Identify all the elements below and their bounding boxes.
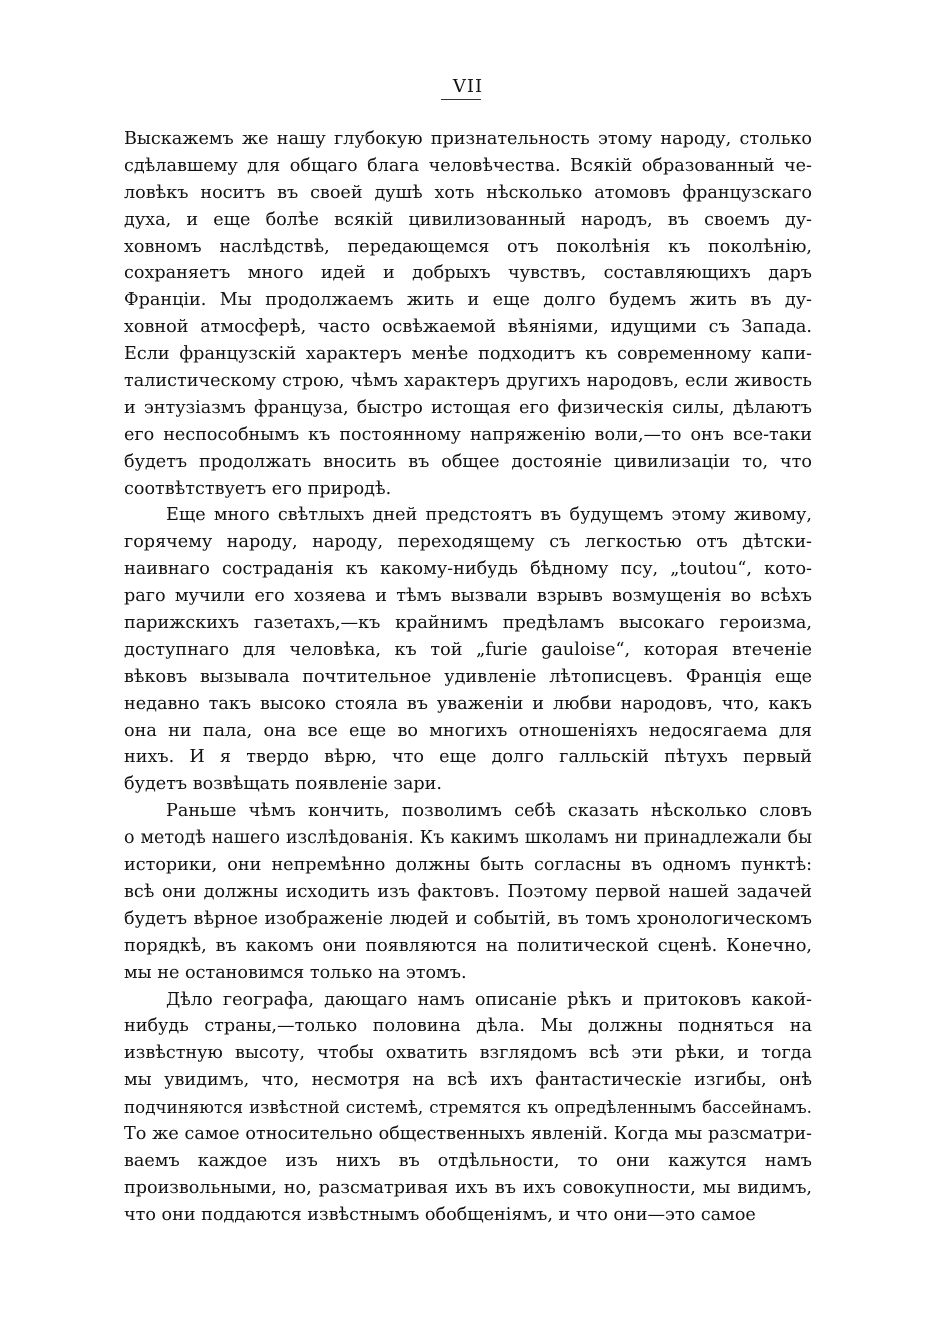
text-line: ховной атмосферѣ, часто освѣжаемой вѣяніями, идущими съ Запада.	[124, 317, 812, 338]
text-line: его неспособнымъ къ постоянному напряженію воли,—то онъ все-таки	[124, 424, 812, 445]
text-line: Еще много свѣтлыхъ дней предстоятъ въ будущемъ этому живому,	[166, 505, 812, 526]
paragraph	[124, 987, 812, 1229]
text-line: о методѣ нашего изслѣдованія. Къ какимъ школамъ ни принадлежали бы	[124, 828, 812, 849]
text-line: горячему народу, народу, переходящему съ легкостью отъ дѣтски-	[124, 532, 812, 553]
text-line: Если французскій характеръ менѣе подходитъ къ современному капи-	[124, 344, 812, 365]
text-line: порядкѣ, въ какомъ они появляются на политической сценѣ. Конечно,	[124, 935, 812, 956]
text-line: мы не остановимся только на этомъ.	[124, 962, 467, 983]
page-number: VII	[452, 76, 484, 97]
text-line: То же самое относительно общественныхъ явленій. Когда мы разсматри-	[124, 1123, 812, 1144]
paragraph	[124, 126, 812, 502]
text-line: и энтузіазмъ француза, быстро истощая его физическія силы, дѣлаютъ	[124, 397, 812, 418]
text-line: она ни пала, она все еще во многихъ отношеніяхъ недосягаема для	[124, 720, 812, 741]
text-line: Выскажемъ же нашу глубокую признательность этому народу, столько	[124, 129, 812, 149]
text-line: Дѣло географа, дающаго намъ описаніе рѣкъ и притоковъ какой-	[166, 989, 812, 1010]
text-line: будетъ вѣрное изображеніе людей и событій, въ томъ хронологическомъ	[124, 908, 812, 929]
paragraph	[124, 502, 812, 798]
text-line: вѣковъ вызывала почтительное удивленіе лѣтописцевъ. Франція еще	[124, 666, 812, 687]
page-number-underline	[441, 99, 481, 100]
text-line: всѣ они должны исходить изъ фактовъ. Поэтому первой нашей задачей	[124, 881, 812, 902]
text-line: нихъ. И я твердо вѣрю, что еще долго галльскій пѣтухъ первый	[124, 747, 812, 768]
text-line: наивнаго состраданія къ какому-нибудь бѣдному псу, „toutou“, кото-	[124, 559, 812, 580]
text-line: Франціи. Мы продолжаемъ жить и еще долго будемъ жить въ ду-	[124, 290, 812, 311]
text-line: будетъ возвѣщать появленіе зари.	[124, 774, 443, 795]
text-line: нибудь страны,—только половина дѣла. Мы должны подняться на	[124, 1016, 812, 1037]
text-line: соотвѣтствуетъ его природѣ.	[124, 478, 392, 499]
text-line: будетъ продолжать вносить въ общее достояніе цивилизаціи то, что	[124, 451, 812, 472]
text-line: ваемъ каждое изъ нихъ въ отдѣльности, то они кажутся намъ	[124, 1150, 812, 1171]
text-line: ховномъ наслѣдствѣ, передающемся отъ поколѣнія къ поколѣнію,	[124, 236, 812, 257]
text-line: духа, и еще болѣе всякій цивилизованный народъ, въ своемъ ду-	[124, 209, 812, 230]
text-line: историки, они непремѣнно должны быть согласны въ одномъ пунктѣ:	[124, 855, 812, 876]
text-line: доступнаго для человѣка, къ той „furie gauloise“, которая втеченіе	[124, 639, 812, 660]
text-line: талистическому строю, чѣмъ характеръ другихъ народовъ, если живость	[124, 371, 812, 392]
text-line: раго мучили его хозяева и тѣмъ вызвали взрывъ возмущенія во всѣхъ	[124, 586, 812, 607]
text-line: сдѣлавшему для общаго блага человѣчества. Всякій образованный че-	[124, 155, 812, 176]
text-line: мы увидимъ, что, несмотря на всѣ ихъ фантастическіе изгибы, онѣ	[124, 1070, 812, 1091]
text-line: подчиняются извѣстной системѣ, стремятся къ опредѣленнымъ бассейнамъ.	[124, 1097, 812, 1118]
paragraph	[124, 798, 812, 986]
text-line: Раньше чѣмъ кончить, позволимъ себѣ сказать нѣсколько словъ	[166, 801, 812, 822]
text-line: произвольными, но, разсматривая ихъ въ ихъ совокупности, мы видимъ,	[124, 1177, 812, 1198]
text-line: недавно такъ высоко стояла въ уваженіи и любви народовъ, что, какъ	[124, 693, 812, 714]
text-line: ловѣкъ носитъ въ своей душѣ хоть нѣсколько атомовъ французскаго	[124, 182, 812, 203]
text-line: извѣстную высоту, чтобы охватить взглядомъ всѣ эти рѣки, и тогда	[124, 1043, 812, 1064]
text-line: парижскихъ газетахъ,—къ крайнимъ предѣламъ высокаго героизма,	[124, 613, 812, 634]
text-line: что они поддаются извѣстнымъ обобщеніямъ, и что они—это самое	[124, 1204, 756, 1225]
text-line: сохраняетъ много идей и добрыхъ чувствъ, составляющихъ даръ	[124, 263, 812, 284]
body-text	[124, 126, 812, 1229]
